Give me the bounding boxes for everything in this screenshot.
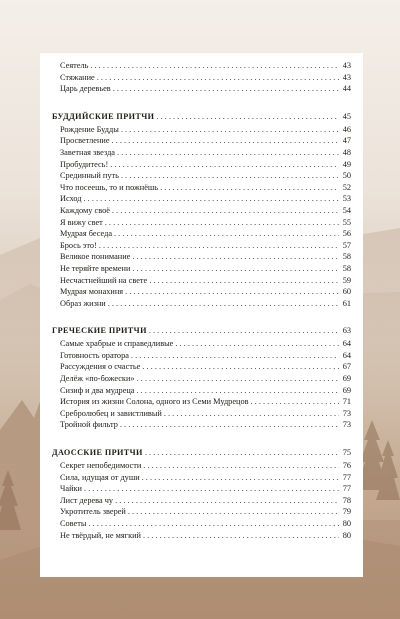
- page-number: 58: [342, 263, 351, 273]
- page-number: 54: [342, 205, 351, 215]
- entry-title: Сила, идущая от души: [60, 472, 140, 482]
- dot-leader: [175, 338, 339, 350]
- toc-entry[interactable]: [52, 530, 351, 542]
- page-number: 46: [342, 124, 351, 134]
- toc-entry[interactable]: [52, 135, 351, 147]
- entry-title: Самые храбрые и справедливые: [60, 339, 174, 349]
- toc-entry[interactable]: [52, 72, 351, 84]
- dot-leader: [117, 147, 339, 159]
- entry-title: Мудрая монахиня: [60, 287, 124, 297]
- page-number: 48: [342, 147, 351, 157]
- dot-leader: [142, 472, 339, 484]
- page-number: 77: [342, 472, 351, 482]
- page-number: 64: [342, 339, 351, 349]
- page-number: 67: [342, 362, 351, 372]
- dot-leader: [160, 182, 339, 194]
- entry-title: История из жизни Солона, одного из Семи Мудрецов: [60, 397, 249, 407]
- page-number: 63: [342, 326, 351, 336]
- entry-title: Заветная звезда: [60, 147, 115, 157]
- entry-title: Сребролюбец и завистливый: [60, 408, 162, 418]
- entry-title: Образ жизни: [60, 298, 106, 308]
- toc-section: [52, 324, 351, 431]
- dot-leader: [90, 60, 339, 72]
- page-number: 61: [342, 298, 351, 308]
- section-heading-title: ГРЕЧЕСКИЕ ПРИТЧИ: [52, 326, 147, 336]
- entry-title: Сеятель: [60, 61, 89, 70]
- page-number: 53: [342, 194, 351, 204]
- page-number: 59: [342, 275, 351, 285]
- dot-leader: [125, 286, 339, 298]
- entry-title: Срединный путь: [60, 171, 119, 181]
- toc-entry[interactable]: [52, 60, 351, 72]
- dot-leader: [156, 110, 339, 123]
- dot-leader: [128, 506, 339, 518]
- toc-entry[interactable]: [52, 240, 351, 252]
- toc-entry[interactable]: [52, 263, 351, 275]
- dot-leader: [113, 83, 339, 95]
- entry-title: Не теряйте времени: [60, 263, 131, 273]
- toc-entry[interactable]: [52, 483, 351, 495]
- toc-entry[interactable]: [52, 495, 351, 507]
- dot-leader: [84, 483, 339, 495]
- dot-leader: [121, 170, 339, 182]
- entry-title: Что посеешь, то и пожнёшь: [60, 182, 159, 192]
- dot-leader: [137, 373, 339, 385]
- toc-section-heading[interactable]: [52, 324, 351, 337]
- section-heading-title: ДАОССКИЕ ПРИТЧИ: [52, 448, 143, 458]
- entry-title: Не твёрдый, не мягкий: [60, 530, 141, 540]
- toc-entry[interactable]: [52, 182, 351, 194]
- entry-title: Советы: [60, 519, 87, 528]
- table-of-contents: [52, 60, 351, 556]
- page-number: 60: [342, 287, 351, 297]
- entry-title: Стяжание: [60, 72, 95, 82]
- toc-section: [52, 446, 351, 541]
- page-number: 64: [342, 350, 351, 360]
- dot-leader: [251, 396, 339, 408]
- page-number: 78: [342, 495, 351, 505]
- toc-entry[interactable]: [52, 147, 351, 159]
- entry-title: Просветление: [60, 136, 110, 146]
- toc-entry[interactable]: [52, 419, 351, 431]
- dot-leader: [97, 72, 339, 84]
- dot-leader: [132, 251, 339, 263]
- toc-entry[interactable]: [52, 350, 351, 362]
- page-number: 43: [342, 72, 351, 82]
- page-number: 76: [342, 461, 351, 471]
- entry-title: Тройной фильтр: [60, 420, 118, 430]
- page-number: 71: [342, 397, 351, 407]
- toc-entry[interactable]: [52, 170, 351, 182]
- entry-title: Рассуждения о счастье: [60, 362, 141, 372]
- entry-title: Несчастнейший на свете: [60, 275, 148, 285]
- toc-entry[interactable]: [52, 373, 351, 385]
- section-heading-title: БУДДИЙСКИЕ ПРИТЧИ: [52, 111, 155, 121]
- page-number: 47: [342, 136, 351, 146]
- dot-leader: [120, 419, 339, 431]
- dot-leader: [164, 408, 339, 420]
- page-number: 57: [342, 240, 351, 250]
- dot-leader: [112, 135, 339, 147]
- toc-entry[interactable]: [52, 460, 351, 472]
- toc-entry[interactable]: [52, 83, 351, 95]
- page-number: 43: [342, 61, 351, 70]
- dot-leader: [145, 446, 339, 459]
- dot-leader: [105, 217, 339, 229]
- toc-entry[interactable]: [52, 193, 351, 205]
- page-number: 69: [342, 374, 351, 384]
- toc-entry[interactable]: [52, 205, 351, 217]
- toc-entry[interactable]: [52, 217, 351, 229]
- dot-leader: [114, 228, 339, 240]
- entry-title: Я вижу свет: [60, 217, 103, 227]
- entry-title: Царь деревьев: [60, 84, 111, 94]
- toc-entry[interactable]: [52, 472, 351, 484]
- dot-leader: [137, 385, 340, 397]
- dot-leader: [112, 205, 339, 217]
- dot-leader: [115, 495, 339, 507]
- page-number: 79: [342, 507, 351, 517]
- entry-title: Чайки: [60, 484, 82, 494]
- page-number: 56: [342, 229, 351, 239]
- toc-entry[interactable]: [52, 408, 351, 420]
- entry-title: Укротитель зверей: [60, 507, 126, 517]
- page-number: 50: [342, 171, 351, 181]
- entry-title: Секрет непобедимости: [60, 461, 142, 471]
- page-number: 77: [342, 484, 351, 494]
- entry-title: Рождение Будды: [60, 124, 119, 134]
- entry-title: Брось это!: [60, 240, 97, 250]
- entry-title: Готовность оратора: [60, 350, 129, 360]
- entry-title: Сизиф и два мудреца: [60, 385, 135, 395]
- dot-leader: [143, 460, 339, 472]
- toc-entry[interactable]: [52, 228, 351, 240]
- toc-entry[interactable]: [52, 396, 351, 408]
- entry-title: Пробудитесь!: [60, 159, 109, 169]
- toc-section: [52, 110, 351, 310]
- page-number: 52: [342, 182, 351, 192]
- page-number: 55: [342, 217, 351, 227]
- toc-section-heading[interactable]: [52, 110, 351, 123]
- entry-title: Делёж «по-божески»: [60, 374, 135, 384]
- page-number: 73: [342, 420, 351, 430]
- toc-entry[interactable]: [52, 518, 351, 530]
- toc-section-heading[interactable]: [52, 446, 351, 459]
- toc-entry[interactable]: [52, 298, 351, 310]
- page-number: 75: [342, 448, 351, 458]
- page-number: 69: [342, 385, 351, 395]
- dot-leader: [108, 298, 339, 310]
- toc-entry[interactable]: [52, 361, 351, 373]
- page-number: 49: [342, 159, 351, 169]
- dot-leader: [149, 324, 339, 337]
- entry-title: Лист дерева чу: [60, 495, 114, 505]
- toc-entry[interactable]: [52, 159, 351, 171]
- toc-entry[interactable]: [52, 385, 351, 397]
- dot-leader: [131, 350, 339, 362]
- toc-entry[interactable]: [52, 251, 351, 263]
- dot-leader: [149, 275, 339, 287]
- page-number: 73: [342, 408, 351, 418]
- toc-section: [52, 60, 351, 95]
- toc-entry[interactable]: [52, 506, 351, 518]
- toc-entry[interactable]: [52, 124, 351, 136]
- dot-leader: [143, 530, 339, 542]
- toc-entry[interactable]: [52, 275, 351, 287]
- toc-entry[interactable]: [52, 286, 351, 298]
- entry-title: Исход: [60, 194, 82, 204]
- dot-leader: [84, 193, 339, 205]
- page-number: 80: [342, 530, 351, 540]
- page-number: 45: [342, 111, 351, 121]
- entry-title: Каждому своё: [60, 205, 110, 215]
- dot-leader: [88, 518, 339, 530]
- dot-leader: [110, 159, 339, 171]
- page-number: 44: [342, 84, 351, 94]
- table-of-contents-panel: [40, 53, 363, 577]
- dot-leader: [121, 124, 339, 136]
- dot-leader: [142, 361, 339, 373]
- toc-entry[interactable]: [52, 338, 351, 350]
- page-number: 58: [342, 252, 351, 262]
- entry-title: Великое понимание: [60, 252, 131, 262]
- entry-title: Мудрая беседа: [60, 229, 113, 239]
- dot-leader: [132, 263, 339, 275]
- dot-leader: [99, 240, 339, 252]
- page-number: 80: [342, 519, 351, 528]
